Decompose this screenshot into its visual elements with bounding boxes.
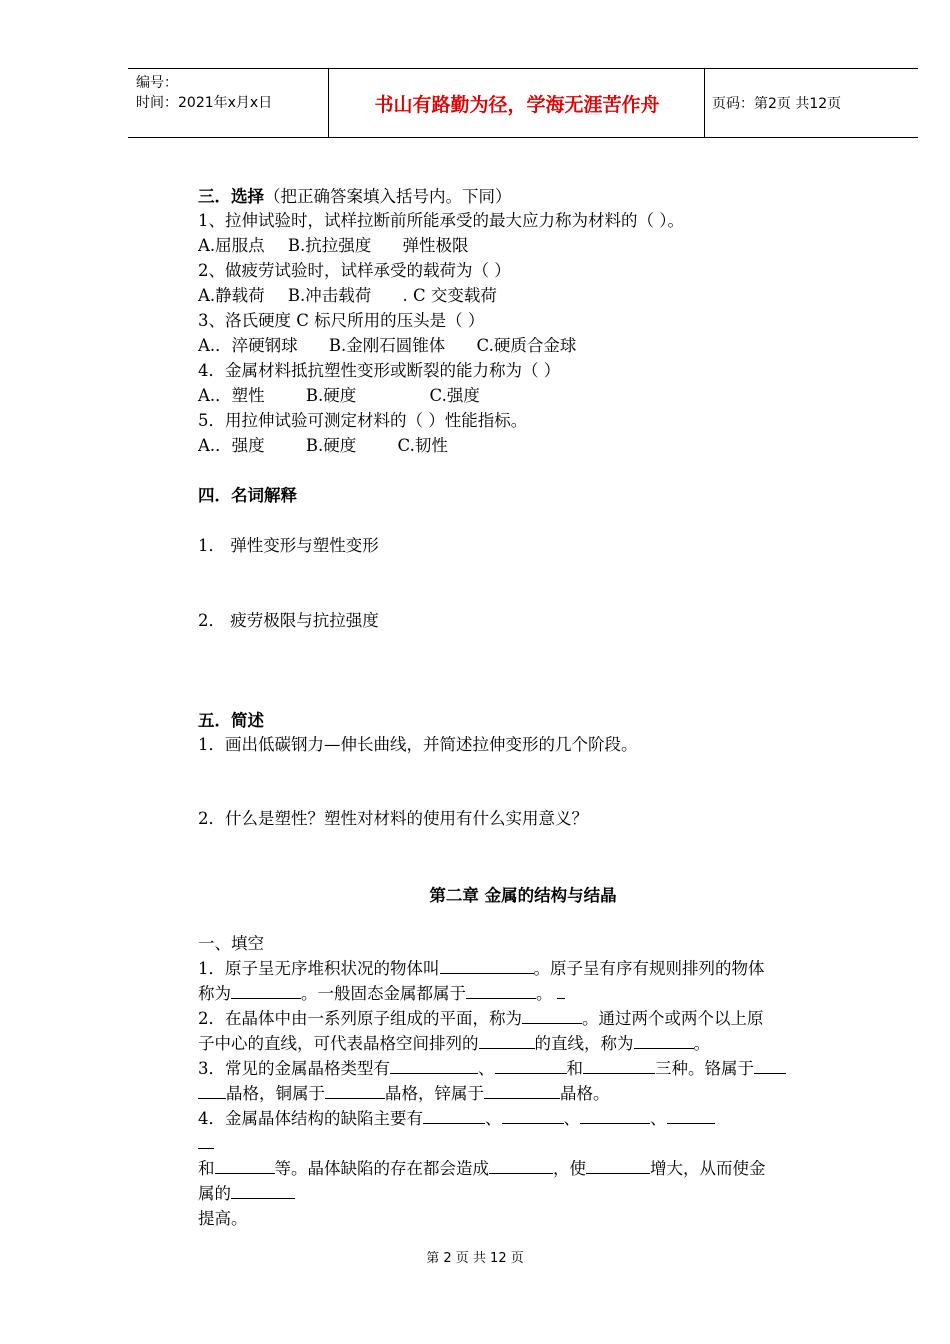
blank xyxy=(390,1059,478,1074)
question-4: 4．金属材料抵抗塑性变形或断裂的能力称为（ ） xyxy=(198,361,561,380)
fill-text: 晶格，铜属于 xyxy=(226,1084,325,1103)
term-2: 2． 疲劳极限与抗拉强度 xyxy=(198,611,379,630)
fill-text: 晶格。 xyxy=(560,1084,610,1103)
code-label: 编号： xyxy=(136,75,178,91)
fill-line xyxy=(198,1133,214,1155)
question-5: 5．用拉伸试验可测定材料的（ ）性能指标。 xyxy=(198,411,528,430)
blank xyxy=(495,1059,567,1074)
fill-text: 3．常见的金属晶格类型有 xyxy=(198,1059,390,1078)
option: C.韧性 xyxy=(397,436,448,455)
section5-heading: 五．简述 xyxy=(198,711,264,730)
option: . C 交变载荷 xyxy=(402,286,497,305)
blank xyxy=(325,1084,385,1099)
fill-line xyxy=(198,1108,715,1130)
option: A.．塑性 xyxy=(198,386,265,405)
fill-text: 等。晶体缺陷的存在都会造成 xyxy=(274,1159,489,1178)
blank xyxy=(522,1009,582,1024)
fill-text: ，使 xyxy=(553,1159,586,1178)
fill-line xyxy=(198,1058,786,1080)
fill-text: 、 xyxy=(478,1059,495,1078)
fill-text: 增大，从而使金 xyxy=(650,1159,766,1178)
blank xyxy=(667,1109,715,1124)
fill-text: 1．原子呈无序堆积状况的物体叫 xyxy=(198,959,440,978)
fill-text: 、 xyxy=(650,1109,667,1128)
header-divider xyxy=(328,69,329,137)
blank xyxy=(502,1109,564,1124)
fill-text: 4．金属晶体结构的缺陷主要有 xyxy=(198,1109,423,1128)
fill-line xyxy=(198,1083,610,1105)
fill-text: 。原子呈有序有规则排列的物体 xyxy=(533,959,765,978)
fill-text: 、 xyxy=(563,1109,580,1128)
blank xyxy=(479,1034,535,1049)
option: C.硬质合金球 xyxy=(476,336,577,355)
fill-text: 和 xyxy=(566,1059,583,1078)
question-5-options xyxy=(198,435,448,457)
option: B.硬度 xyxy=(305,436,357,455)
question-2: 2、做疲劳试验时，试样承受的载荷为（ ） xyxy=(198,261,511,280)
fill-text: 晶格，锌属于 xyxy=(385,1084,484,1103)
fill-text: 和 xyxy=(198,1159,215,1178)
option: 弹性极限 xyxy=(402,236,469,255)
option: B.抗拉强度 xyxy=(287,236,372,255)
blank xyxy=(231,984,301,999)
option: A.．强度 xyxy=(198,436,265,455)
fill-text: 子中心的直线，可代表晶格空间排列的 xyxy=(198,1034,479,1053)
option: A.．淬硬钢球 xyxy=(198,336,298,355)
time-label: 时间：2021年x月x日 xyxy=(136,95,273,111)
fill-text: 的直线，称为 xyxy=(534,1034,634,1053)
fill-text: 。一般固态金属都属于 xyxy=(301,984,466,1003)
fill-text: 。 xyxy=(536,984,553,1003)
fill-heading: 一、填空 xyxy=(198,934,264,953)
option: B.冲击载荷 xyxy=(287,286,372,305)
motto: 书山有路勤为径，学海无涯苦作舟 xyxy=(374,93,660,116)
term-1: 1． 弹性变形与塑性变形 xyxy=(198,536,379,555)
question-1: 1、拉伸试验时，试样拉断前所能承受的最大应力称为材料的（ ）。 xyxy=(198,211,684,230)
section3-heading-note: （把正确答案填入括号内。下同） xyxy=(264,187,512,206)
question-2-options xyxy=(198,285,497,307)
blank xyxy=(231,1184,295,1199)
blank xyxy=(198,1084,226,1099)
blank xyxy=(586,1159,650,1174)
short-answer-1: 1．画出低碳钢力—伸长曲线，并简述拉伸变形的几个阶段。 xyxy=(198,735,638,754)
fill-text: 三种。铬属于 xyxy=(655,1059,754,1078)
question-1-options xyxy=(198,235,469,257)
option: A.静载荷 xyxy=(198,286,265,305)
blank xyxy=(557,984,565,999)
header-info xyxy=(136,73,272,113)
fill-text: 、 xyxy=(485,1109,502,1128)
blank xyxy=(440,959,534,974)
question-3: 3、洛氏硬度 C 标尺所用的压头是（ ） xyxy=(198,311,485,330)
fill-text: 2．在晶体中由一系列原子组成的平面，称为 xyxy=(198,1009,522,1028)
blank xyxy=(423,1109,485,1124)
section3-heading: 三．选择 xyxy=(198,187,264,206)
blank xyxy=(634,1034,694,1049)
fill-text: 。通过两个或两个以上原 xyxy=(582,1009,764,1028)
blank xyxy=(466,984,536,999)
option: A.屈服点 xyxy=(198,236,265,255)
fill-line xyxy=(198,1158,766,1180)
header-divider xyxy=(704,69,705,137)
short-answer-2: 2．什么是塑性？塑性对材料的使用有什么实用意义？ xyxy=(198,809,588,828)
blank xyxy=(580,1109,650,1124)
section3-heading-line xyxy=(198,186,512,208)
page-label: 页码：第2页 共12页 xyxy=(712,96,842,112)
page-footer: 第 2 页 共 12 页 xyxy=(426,1251,524,1266)
fill-text: 。 xyxy=(693,1034,710,1053)
section4-heading: 四．名词解释 xyxy=(198,486,297,505)
fill-line xyxy=(198,1033,710,1055)
blank xyxy=(484,1084,560,1099)
blank xyxy=(198,1134,214,1149)
option: C.强度 xyxy=(429,386,480,405)
fill-text: 称为 xyxy=(198,984,231,1003)
fill-text: 属的 xyxy=(198,1184,231,1203)
question-3-options xyxy=(198,335,576,357)
option: B.硬度 xyxy=(305,386,357,405)
fill-line xyxy=(198,983,565,1005)
blank xyxy=(583,1059,655,1074)
blank xyxy=(215,1159,275,1174)
fill-line xyxy=(198,1008,764,1030)
option: B.金刚石圆锥体 xyxy=(328,336,446,355)
blank xyxy=(489,1159,553,1174)
fill-line xyxy=(198,1183,295,1205)
blank xyxy=(754,1059,786,1074)
question-4-options xyxy=(198,385,480,407)
chapter-title: 第二章 金属的结构与结晶 xyxy=(429,886,617,905)
fill-line xyxy=(198,958,765,980)
fill-line: 提高。 xyxy=(198,1209,248,1228)
page-header xyxy=(128,68,918,138)
